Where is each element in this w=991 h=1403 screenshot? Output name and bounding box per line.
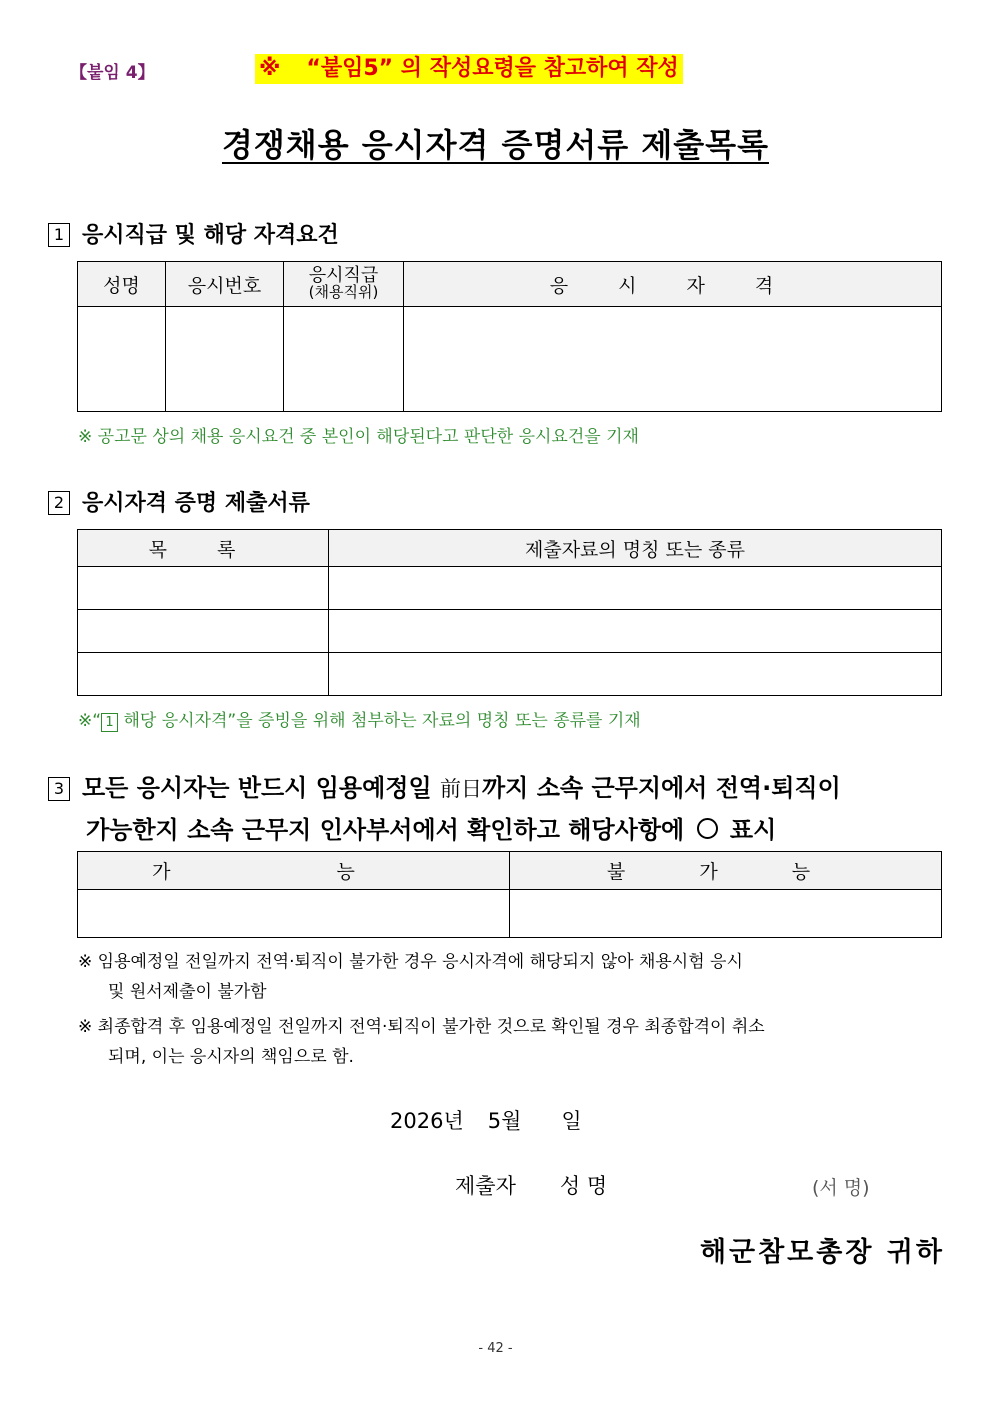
section3-note2-line2: 되며, 이는 응시자의 책임으로 함. — [108, 1047, 354, 1067]
documents-table-row — [78, 653, 942, 696]
cell-impossible[interactable] — [510, 890, 942, 938]
documents-table-row — [78, 567, 942, 610]
cell-possible[interactable] — [78, 890, 510, 938]
section2-heading — [48, 486, 310, 517]
section3-heading — [48, 768, 948, 851]
submission-date — [390, 1105, 582, 1135]
col-grade-line1: 응시직급 — [308, 265, 379, 286]
cell-qualification[interactable] — [404, 307, 942, 412]
discharge-table-row — [78, 890, 942, 938]
section1-heading-text: 응시직급 및 해당 자격요건 — [82, 223, 339, 248]
section3-note1-line1: ※ 임용예정일 전일까지 전역·퇴직이 불가한 경우 응시자격에 해당되지 않아 채용시험 응시 — [78, 952, 743, 972]
section2-heading-text: 응시자격 증명 제출서류 — [82, 491, 310, 516]
section3-note1 — [78, 947, 948, 1007]
cell-grade[interactable] — [284, 307, 404, 412]
section2-note-box: 1 — [101, 713, 118, 732]
col-grade-line2: (채용직위) — [308, 283, 379, 301]
notice-symbol: ※ — [259, 56, 281, 81]
notice-text: “붙임5” 의 작성요령을 참고하여 작성 — [306, 56, 679, 81]
cell-exam-number[interactable] — [166, 307, 284, 412]
col-possible: 가 능 — [78, 852, 510, 890]
section3-note1-line2: 및 원서제출이 불가함 — [108, 982, 267, 1002]
section3-line2-before: 가능한지 소속 근무지 인사부서에서 확인하고 해당사항에 — [86, 816, 685, 844]
col-document-name: 제출자료의 명칭 또는 종류 — [329, 530, 942, 567]
cell-item[interactable] — [78, 567, 329, 610]
col-exam-number: 응시번호 — [166, 262, 284, 307]
documents-table — [77, 529, 942, 696]
circle-mark-icon — [697, 818, 718, 839]
section1-heading — [48, 218, 339, 249]
page-number: - 42 - — [478, 1341, 513, 1356]
col-name: 성명 — [78, 262, 166, 307]
col-grade — [284, 262, 404, 307]
section3-line1-before: 모든 응시자는 반드시 임용예정일 — [82, 774, 440, 802]
cell-document-name[interactable] — [329, 567, 942, 610]
documents-table-header — [78, 530, 942, 567]
date-year: 2026년 — [390, 1109, 464, 1133]
section3-number-box: 3 — [48, 777, 70, 801]
section1-number-box: 1 — [48, 223, 70, 247]
date-day: 일 — [561, 1109, 582, 1133]
writing-guide-notice — [255, 54, 683, 84]
section2-note-suffix: 해당 응시자격”을 증빙을 위해 첨부하는 자료의 명칭 또는 종류를 기재 — [118, 711, 641, 731]
cell-item[interactable] — [78, 653, 329, 696]
document-title — [0, 120, 991, 166]
section3-note2 — [78, 1012, 948, 1072]
signature-mark: (서 명) — [812, 1177, 870, 1199]
attachment-label: 【붙임 4】 — [70, 63, 155, 83]
section3-line1-after: 까지 소속 근무지에서 전역·퇴직이 — [482, 774, 841, 802]
qualification-table — [77, 261, 942, 412]
discharge-table — [77, 851, 942, 938]
col-item-list: 목 록 — [78, 530, 329, 567]
qualification-table-header — [78, 262, 942, 307]
col-impossible: 불 가 능 — [510, 852, 942, 890]
date-month: 5월 — [487, 1109, 522, 1133]
section2-note-prefix: ※“ — [78, 711, 102, 731]
name-label: 성 명 — [559, 1174, 608, 1198]
discharge-table-header — [78, 852, 942, 890]
cell-item[interactable] — [78, 610, 329, 653]
section1-note: ※ 공고문 상의 채용 응시요건 중 본인이 해당된다고 판단한 응시요건을 기재 — [78, 427, 639, 447]
cell-document-name[interactable] — [329, 610, 942, 653]
cell-name[interactable] — [78, 307, 166, 412]
cell-document-name[interactable] — [329, 653, 942, 696]
addressee: 해군참모총장 귀하 — [699, 1237, 945, 1268]
section2-number-box: 2 — [48, 491, 70, 515]
section3-line2-after: 표시 — [729, 816, 777, 844]
qualification-table-row — [78, 307, 942, 412]
section3-kanji: 前日 — [440, 777, 482, 801]
section2-note — [78, 706, 641, 732]
section3-note2-line1: ※ 최종합격 후 임용예정일 전일까지 전역·퇴직이 불가한 것으로 확인될 경우 최종합격이 취소 — [78, 1017, 765, 1037]
col-qualification: 응 시 자 격 — [404, 262, 942, 307]
submitter-line — [455, 1170, 607, 1200]
documents-table-row — [78, 610, 942, 653]
submitter-label: 제출자 — [455, 1174, 516, 1198]
document-title-text: 경쟁채용 응시자격 증명서류 제출목록 — [221, 126, 769, 164]
